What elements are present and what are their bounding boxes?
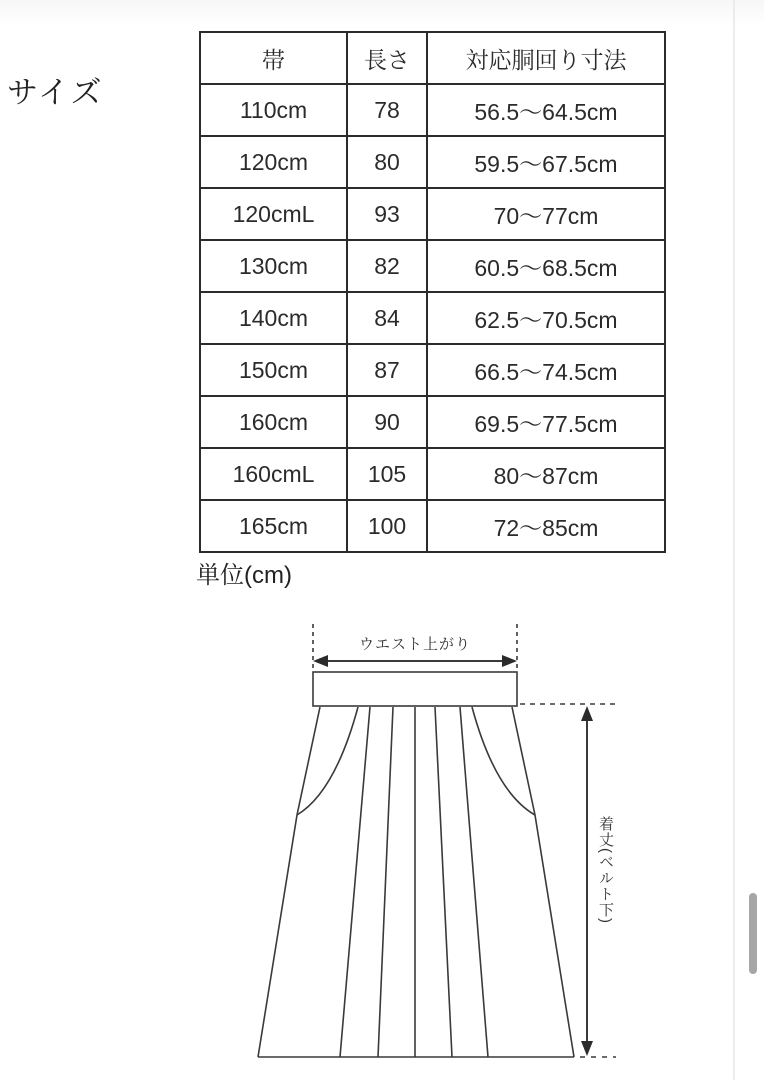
pleat-line xyxy=(460,707,488,1057)
cell-length: 82 xyxy=(347,240,427,292)
cell-length: 93 xyxy=(347,188,427,240)
cell-waist-range: 70〜77cm xyxy=(427,188,665,240)
cell-obi: 150cm xyxy=(200,344,347,396)
waistband-rect xyxy=(313,672,517,706)
side-opening-curve-left xyxy=(297,707,358,815)
cell-waist-range: 59.5〜67.5cm xyxy=(427,136,665,188)
arrowhead-down xyxy=(581,1041,593,1056)
cell-obi: 120cmL xyxy=(200,188,347,240)
arrowhead-left xyxy=(313,655,328,667)
waist-width-label: ウエスト上がり xyxy=(358,636,471,653)
content-edge-divider xyxy=(733,0,735,1080)
cell-waist-range: 69.5〜77.5cm xyxy=(427,396,665,448)
cell-length: 90 xyxy=(347,396,427,448)
garment-length-label: 着丈(ベルト下) xyxy=(597,816,614,924)
cell-length: 78 xyxy=(347,84,427,136)
cell-length: 100 xyxy=(347,500,427,552)
unit-note: 単位(cm) xyxy=(196,562,292,589)
cell-obi: 140cm xyxy=(200,292,347,344)
pleat-line xyxy=(435,707,452,1057)
cell-obi: 160cm xyxy=(200,396,347,448)
cell-waist-range: 62.5〜70.5cm xyxy=(427,292,665,344)
cell-obi: 110cm xyxy=(200,84,347,136)
cell-obi: 160cmL xyxy=(200,448,347,500)
skirt-right-edge xyxy=(512,707,574,1057)
pleat-line xyxy=(340,707,370,1057)
cell-obi: 120cm xyxy=(200,136,347,188)
skirt-left-edge xyxy=(258,707,320,1057)
cell-waist-range: 56.5〜64.5cm xyxy=(427,84,665,136)
side-opening-curve-right xyxy=(472,707,535,815)
cell-waist-range: 80〜87cm xyxy=(427,448,665,500)
pleat-line xyxy=(378,707,393,1057)
cell-length: 105 xyxy=(347,448,427,500)
cell-waist-range: 66.5〜74.5cm xyxy=(427,344,665,396)
size-section-label: サイズ xyxy=(7,75,104,110)
cell-obi: 165cm xyxy=(200,500,347,552)
arrowhead-up xyxy=(581,706,593,721)
cell-length: 80 xyxy=(347,136,427,188)
header-length: 長さ xyxy=(347,32,427,84)
cell-waist-range: 60.5〜68.5cm xyxy=(427,240,665,292)
header-waist-range: 対応胴回り寸法 xyxy=(427,32,665,84)
header-obi: 帯 xyxy=(200,32,347,84)
cell-waist-range: 72〜85cm xyxy=(427,500,665,552)
cell-length: 84 xyxy=(347,292,427,344)
cell-obi: 130cm xyxy=(200,240,347,292)
cell-length: 87 xyxy=(347,344,427,396)
arrowhead-right xyxy=(502,655,517,667)
scrollbar-thumb[interactable] xyxy=(749,893,757,974)
